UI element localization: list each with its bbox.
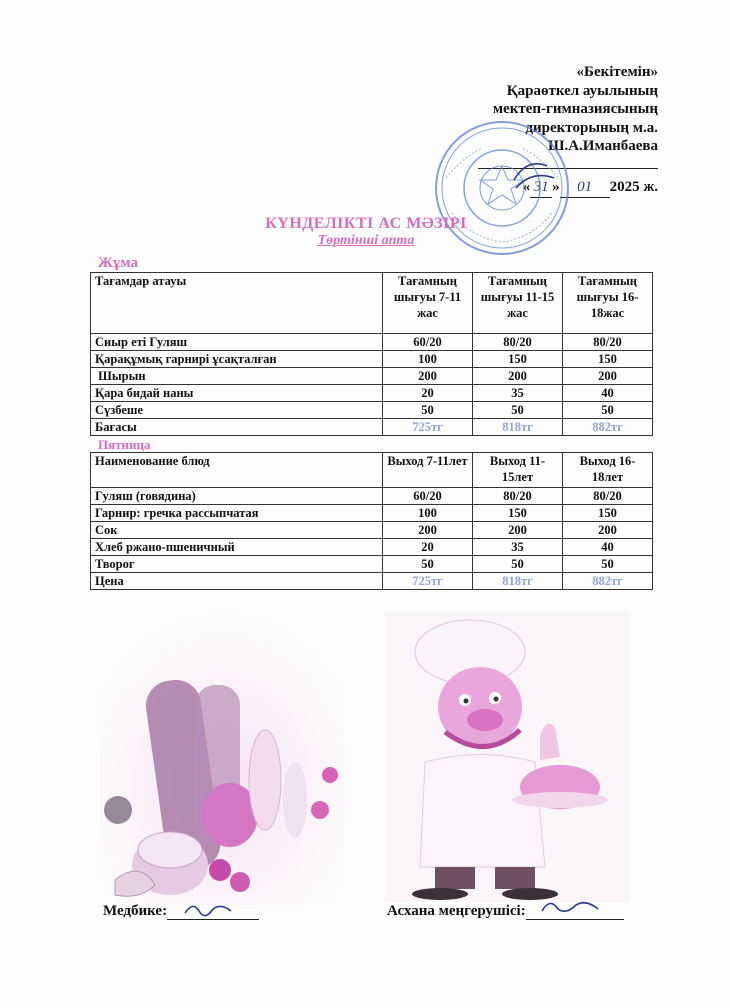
table-header-row xyxy=(91,273,653,334)
approval-school: мектеп-гимназиясының xyxy=(492,101,658,117)
date-year: 2025 ж. xyxy=(609,179,658,195)
header-cell: Наименование блюд xyxy=(91,453,383,488)
kitchen-signature-line xyxy=(526,905,624,920)
chef-illustration-icon xyxy=(385,612,630,902)
menu-table-kz xyxy=(90,272,653,436)
menu-table-ru xyxy=(90,452,653,590)
menu-title: КҮНДЕЛІКТІ АС МӘЗІРІ xyxy=(265,215,467,232)
nurse-signature-line xyxy=(167,905,259,920)
table-row: Қарақұмық гарнирі ұсақталған 100 150 150 xyxy=(91,351,653,368)
nurse-signature-icon xyxy=(181,899,241,919)
approval-name: Ш.А.Иманбаева xyxy=(548,138,658,154)
header-cell: Тағамның шығуы 16-18жас xyxy=(563,273,653,334)
table-row: Гуляш (говядина) 60/20 80/20 80/20 xyxy=(91,488,653,505)
table-row: Гарнир: гречка рассыпчатая 100 150 150 xyxy=(91,505,653,522)
price-row: Бағасы 725тг 818тг 882тг xyxy=(91,419,653,436)
table-header-row xyxy=(91,453,653,488)
approval-position: директорының м.а. xyxy=(525,119,658,136)
kitchen-signature-icon xyxy=(536,897,606,919)
table-row: Хлеб ржано-пшеничный 20 35 40 xyxy=(91,539,653,556)
food-illustration-icon xyxy=(100,610,345,905)
table-row: Творог 50 50 50 xyxy=(91,556,653,573)
header-cell: Тағамның шығуы 7-11 жас xyxy=(383,273,473,334)
nurse-label: Медбике: xyxy=(103,903,168,919)
table-row: Шырын 200 200 200 xyxy=(91,368,653,385)
header-cell: Выход 16-18лет xyxy=(563,453,653,488)
table-row: Қара бидай наны 20 35 40 xyxy=(91,385,653,402)
kitchen-manager-signature xyxy=(387,903,624,920)
menu-title-block xyxy=(0,215,732,249)
approval-village: Қараөткел ауылының xyxy=(506,82,658,99)
header-cell: Выход 7-11лет xyxy=(383,453,473,488)
nurse-signature xyxy=(103,903,259,920)
table-row: Сүзбеше 50 50 50 xyxy=(91,402,653,419)
price-row: Цена 725тг 818тг 882тг xyxy=(91,573,653,590)
header-cell: Выход 11-15лет xyxy=(473,453,563,488)
day-label-ru: Пятница xyxy=(98,437,151,452)
day-label-kz: Жұма xyxy=(98,255,138,271)
header-cell: Тағамның шығуы 11-15 жас xyxy=(473,273,563,334)
approval-date: « 31 » 01 2025 ж. xyxy=(478,178,658,198)
date-month: 01 xyxy=(560,178,610,198)
date-day: 31 xyxy=(530,178,552,198)
kitchen-manager-label: Асхана меңгерушісі: xyxy=(387,903,526,919)
header-cell: Тағамдар атауы xyxy=(91,273,383,334)
table-row: Сок 200 200 200 xyxy=(91,522,653,539)
approval-title: «Бекітемін» xyxy=(576,64,658,80)
table-row: Сиыр еті Гуляш 60/20 80/20 80/20 xyxy=(91,334,653,351)
week-subtitle: Төртінші апта xyxy=(317,233,415,248)
